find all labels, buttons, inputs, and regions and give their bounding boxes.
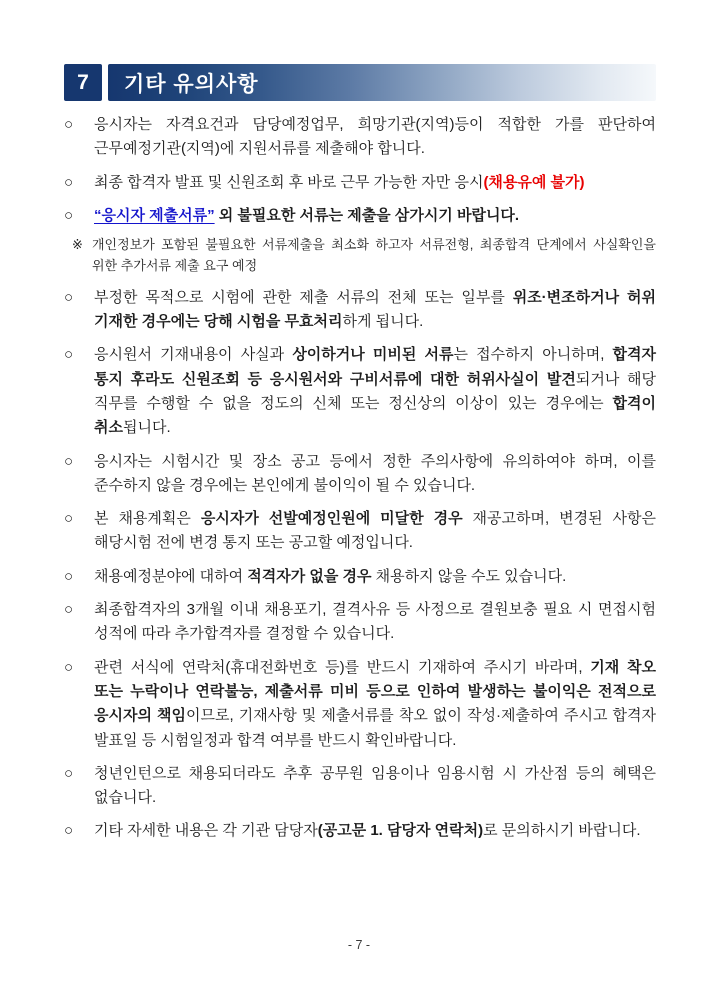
- text-segment: 응시자는 자격요건과 담당예정업무, 희망기관(지역)등이 적합한 가를 판단하여 근무예정기관(지역)에 지원서류를 제출해야 합니다.: [94, 116, 656, 158]
- bullet-item: [64, 565, 656, 589]
- bullet-item: [64, 819, 656, 843]
- bullet-item: [64, 450, 656, 499]
- section-title-bar: [108, 64, 656, 101]
- text-segment: 하게 됩니다.: [342, 313, 424, 331]
- bullet-circle-icon: ○: [64, 822, 74, 840]
- text-segment: 응시자는 시험시간 및 장소 공고 등에서 정한 주의사항에 유의하여야 하며, 이를 준수하지 않을 경우에는 본인에게 불이익이 될 수 있습니다.: [94, 452, 656, 494]
- bullet-item: [64, 343, 656, 440]
- item-text: [94, 598, 656, 647]
- item-text: [94, 507, 656, 556]
- text-segment: 기재 착오 또는 누락이나 연락불능, 제출서류 미비 등으로 인하여 발생하는 불이익은 전적으로 응시자의 책임: [94, 658, 656, 725]
- text-segment: 기타 자세한 내용은 각 기관 담당자: [94, 822, 318, 840]
- bullet-circle-icon: ○: [64, 658, 74, 676]
- item-text: [94, 113, 656, 162]
- item-text: [94, 819, 656, 843]
- item-text: [94, 450, 656, 499]
- item-text: [94, 656, 656, 753]
- bullet-item: [64, 204, 656, 228]
- text-segment: 최종합격자의 3개월 이내 채용포기, 결격사유 등 사정으로 결원보충 필요 시 면접시험 성적에 따라 추가합격자를 결정할 수 있습니다.: [94, 601, 656, 643]
- bullet-circle-icon: ○: [64, 510, 74, 528]
- text-segment: (채용유예 불가): [483, 173, 585, 191]
- bullet-circle-icon: ○: [64, 567, 74, 585]
- bullet-item: [64, 113, 656, 162]
- bullet-circle-icon: ○: [64, 206, 74, 224]
- bullet-item: [64, 598, 656, 647]
- submission-documents-link[interactable]: “응시자 제출서류”: [94, 206, 215, 224]
- bullet-item: [64, 507, 656, 556]
- text-segment: 개인정보가 포함된 불필요한 서류제출을 최소화 하고자 서류전형, 최종합격 단계에서 사실확인을 위한 추가서류 제출 요구 예정: [92, 237, 656, 273]
- item-text: [94, 762, 656, 811]
- text-segment: 로 문의하시기 바랍니다.: [483, 822, 641, 840]
- text-segment: 응시원서 기재내용이 사실과: [94, 346, 293, 364]
- text-segment: (공고문 1. 담당자 연락처): [317, 822, 484, 840]
- bullet-item: [64, 656, 656, 753]
- section-header: [64, 64, 656, 101]
- bullet-circle-icon: ○: [64, 601, 74, 619]
- item-text: [94, 343, 656, 440]
- bullet-circle-icon: ○: [64, 173, 74, 191]
- text-segment: 합격이 취소: [94, 394, 656, 437]
- text-segment: 외 불필요한 서류는 제출을 삼가시기 바랍니다.: [214, 206, 520, 224]
- item-text: [92, 235, 656, 277]
- bullet-item: [64, 762, 656, 811]
- text-segment: 관련 서식에 연락처(휴대전화번호 등)를 반드시 기재하여 주시기 바라며,: [94, 658, 591, 676]
- item-text: [94, 204, 656, 228]
- bullet-circle-icon: ○: [64, 764, 74, 782]
- text-segment: 채용예정분야에 대하여: [94, 567, 248, 585]
- bullet-item: [64, 171, 656, 195]
- text-segment: 청년인턴으로 채용되더라도 추후 공무원 임용이나 임용시험 시 가산점 등의 혜택은 없습니다.: [94, 764, 656, 807]
- text-segment: 채용하지 않을 수도 있습니다.: [371, 567, 567, 585]
- text-segment: 되거나 해당 직무를 수행할 수 없을 정도의 신체 또는 정신상의 이상이 있는 경우에는: [94, 370, 656, 412]
- notice-list: [64, 113, 656, 853]
- text-segment: 재공고하며, 변경된 사항은 해당시험 전에 변경 통지 또는 공고할 예정입니다.: [94, 510, 657, 552]
- text-segment: 됩니다.: [122, 419, 171, 437]
- item-text: [94, 286, 656, 335]
- text-segment: 응시자가 선발예정인원에 미달한 경우: [200, 510, 463, 528]
- section-title: 기타 유의사항: [124, 72, 259, 96]
- item-text: [94, 565, 656, 589]
- section-number-box: [64, 64, 102, 101]
- text-segment: 최종 합격자 발표 및 신원조회 후 바로 근무 가능한 자만 응시: [94, 173, 484, 191]
- text-segment: 이므로, 기재사항 및 제출서류를 착오 없이 작성·제출하여 주시고 합격자 발표일 등 시험일정과 합격 여부를 반드시 확인바랍니다.: [94, 707, 657, 749]
- bullet-circle-icon: ○: [64, 346, 74, 364]
- text-segment: 부정한 목적으로 시험에 관한 제출 서류의 전체 또는 일부를: [94, 288, 513, 306]
- bullet-circle-icon: ○: [64, 116, 74, 133]
- section-number: 7: [77, 70, 89, 94]
- note-item: [64, 235, 656, 277]
- text-segment: 는 접수하지 아니하며,: [453, 346, 613, 364]
- item-text: [94, 171, 656, 195]
- bullet-circle-icon: ○: [64, 288, 74, 306]
- bullet-item: [64, 286, 656, 335]
- page-number: - 7 -: [347, 938, 371, 952]
- text-segment: 적격자가 없을 경우: [247, 567, 372, 585]
- page-footer: [0, 938, 718, 952]
- text-segment: 상이하거나 미비된 서류: [292, 346, 454, 364]
- note-marker-icon: ※: [72, 237, 83, 253]
- text-segment: 위조·변조하거나 허위 기재한 경우에는 당해 시험을 무효처리: [94, 288, 656, 331]
- text-segment: 본 채용계획은: [94, 510, 201, 528]
- text-segment: 합격자 통지 후라도 신원조회 등 응시원서와 구비서류에 대한 허위사실이 발견: [94, 346, 656, 388]
- bullet-circle-icon: ○: [64, 452, 74, 470]
